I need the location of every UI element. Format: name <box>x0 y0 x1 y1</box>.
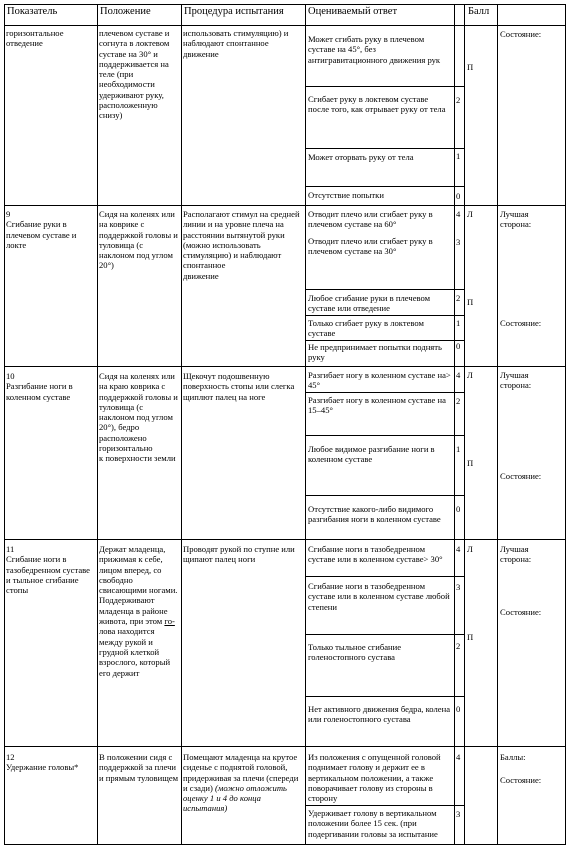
row3-side-left: Л <box>467 370 473 380</box>
row2-note-state: Состояние: <box>500 318 542 328</box>
header-score: Балл <box>468 6 490 17</box>
row2-indicator: 9 Сгибание руки в плечевом суставе и локте <box>6 209 77 250</box>
row5-position: В положении сидя с поддержкой за плечи и прямым туловищем <box>99 752 179 783</box>
rule-col-2 <box>181 4 182 845</box>
row4-procedure: Проводят рукой по ступне или щипают палец ноги <box>183 544 295 565</box>
rule-row2 <box>4 366 565 367</box>
rule-col-7 <box>565 4 566 845</box>
row4-side-right: П <box>467 632 474 642</box>
rule-row4 <box>4 746 565 747</box>
row1-response-3: Может оторвать руку от тела <box>308 152 414 162</box>
row2-response-5: Не предпринимает попытки поднять руку <box>308 342 442 363</box>
rule-row1 <box>4 205 565 206</box>
row5-score-1: 4 <box>456 752 461 762</box>
row2-score-4: 1 <box>456 318 461 328</box>
row5-procedure-note: (можно отложить оценку 1 и 4 до конца испытания) <box>183 782 287 814</box>
row4-position-hyphen: го- <box>164 616 175 627</box>
row3-position: Сидя на коленях или на краю коврика с поддержкой головы и туловища (с наклоном под углом 20°), бедро расположено горизонтально к поверхности земли <box>99 371 178 464</box>
row3-note-state: Состояние: <box>500 471 542 481</box>
row5-procedure-main: Помещают младенца на крутое сиденье с поднятой головой, придерживая за плечи (спереди и сзади) <box>183 752 299 793</box>
row3-score-4: 0 <box>456 504 461 514</box>
row2-position: Сидя на коленях или на коврике с поддержкой головы и туловища (с наклоном под углом 20°) <box>99 209 178 271</box>
rule-col-6 <box>497 4 498 845</box>
row2-score-5: 0 <box>456 341 461 351</box>
rule-r2-c <box>305 340 464 341</box>
row3-score-1: 4 <box>456 370 461 380</box>
row4-position <box>97 544 181 734</box>
row4-score-2: 3 <box>456 582 461 592</box>
rule-header <box>4 25 565 26</box>
row4-response-2: Сгибание ноги в тазобедренном суставе или в коленном суставе любой степени <box>308 581 450 612</box>
row5-response-2: Удерживает голову в вертикальном положении более 15 сек. (при подергивании головы за испытание <box>308 808 438 839</box>
row5-score-2: 3 <box>456 809 461 819</box>
row4-response-1: Сгибание ноги в тазобедренном суставе или в коленном суставе> 30° <box>308 544 443 565</box>
rule-col-4 <box>454 4 455 845</box>
row1-note-state: Состояние: <box>500 29 542 39</box>
row5-response-1: Из положения с опущенной головой поднимает голову и держит ее в вертикальном положении, а также поворачивает голову из стороны в сторону <box>308 752 441 804</box>
row3-side-right: П <box>467 458 474 468</box>
row3-indicator: 10 Разгибание ноги в коленном суставе <box>6 371 73 402</box>
rule-col-3 <box>305 4 306 845</box>
row1-score-2: 2 <box>456 95 461 105</box>
row3-procedure: Щекочут подошвенную поверхность стопы или слегка щиплют палец на ноге <box>183 371 295 402</box>
rule-r3-b <box>305 435 464 436</box>
row2-response-4: Только сгибает руку в локтевом суставе <box>308 318 424 339</box>
row1-response-4: Отсутствие попытки <box>308 190 384 200</box>
rule-r4-a <box>305 576 464 577</box>
row4-response-3: Только тыльное сгибание голеностопного сустава <box>308 642 402 663</box>
row1-indicator: горизонтальное отведение <box>6 28 64 49</box>
row5-note-state: Состояние: <box>500 775 542 785</box>
row1-score-4: 0 <box>456 191 461 201</box>
row2-side-right: П <box>467 297 474 307</box>
row5-indicator: 12 Удержание головы* <box>6 752 79 773</box>
row4-side-left: Л <box>467 544 473 554</box>
rule-r2-b <box>305 315 464 316</box>
row1-response-1: Может сгибать руку в плечевом суставе на 45°, без антигравитационного движения рук <box>308 34 441 65</box>
rule-top <box>4 4 565 5</box>
rule-r1-a <box>305 86 464 87</box>
row1-procedure: использовать стимуляцию) и наблюдают спонтанное движение <box>183 28 289 59</box>
row2-response-3: Любое сгибание руки в плечевом суставе или отведение <box>308 293 431 314</box>
row1-side-right: П <box>467 62 474 72</box>
row1-response-2: Сгибает руку в локтевом суставе после того, как отрывает руку от тела <box>308 94 446 115</box>
row1-score-3: 1 <box>456 151 461 161</box>
row4-indicator: 11 Сгибание ноги в тазобедренном суставе и тыльное сгибание стопы <box>6 544 90 596</box>
row1-position: плечевом суставе и согнута в локтевом суставе на 30° и поддерживается на теле (при необходимости удерживают руку, расположенную снизу) <box>99 28 170 121</box>
rule-r5-a <box>305 805 464 806</box>
rule-col-5 <box>464 4 465 845</box>
rule-r2-a <box>305 289 464 290</box>
row2-procedure: Располагают стимул на средней линии и на уровне плеча на расстоянии вытянутой руки (можно использовать стимуляцию) и наблюдают спонтанное движение <box>183 209 300 281</box>
row4-score-3: 2 <box>456 641 461 651</box>
row2-note-best-side: Лучшая сторона: <box>500 209 532 229</box>
row3-response-4: Отсутствие какого-либо видимого разгибания ноги в коленном суставе <box>308 504 441 525</box>
rule-col-1 <box>97 4 98 845</box>
rule-r3-a <box>305 392 464 393</box>
row4-score-1: 4 <box>456 544 461 554</box>
row5-procedure <box>181 752 305 844</box>
rule-r1-b <box>305 148 464 149</box>
row3-note-best-side: Лучшая сторона: <box>500 370 532 390</box>
row4-note-state: Состояние: <box>500 607 542 617</box>
row4-position-rest: лова находится между рукой и грудной клеткой взрослого, который его держит <box>99 626 171 678</box>
rule-r3-c <box>305 495 464 496</box>
rule-r4-b <box>305 634 464 635</box>
row4-response-4: Нет активного движения бедра, колена или голеностопного сустава <box>308 704 451 725</box>
row2-side-left: Л <box>467 209 473 219</box>
row3-score-2: 2 <box>456 396 461 406</box>
rule-r1-c <box>305 186 464 187</box>
header-position: Положение <box>100 6 151 17</box>
header-response: Оцениваемый ответ <box>308 6 398 17</box>
row3-response-1: Разгибает ногу в коленном суставе на> 45° <box>308 370 451 391</box>
row2-score-2: 3 <box>456 237 461 247</box>
row4-score-4: 0 <box>456 704 461 714</box>
row5-note-points: Баллы: <box>500 752 526 762</box>
rule-col-0 <box>4 4 5 845</box>
rule-row3 <box>4 539 565 540</box>
row2-response-2: Отводит плечо или сгибает руку в плечевом суставе на 30° <box>308 236 433 257</box>
header-indicator: Показатель <box>7 6 58 17</box>
row3-response-2: Разгибает ногу в коленном суставе на 15–45° <box>308 395 446 416</box>
row4-position-main: Держат младенца, прижимая к себе, лицом вперед, со свободно свисающими ногами. Поддерживают младенца в районе живота, при этом <box>99 544 178 627</box>
row3-response-3: Любое видимое разгибание ноги в коленном суставе <box>308 444 435 465</box>
row2-response-1: Отводит плечо или сгибает руку в плечевом суставе на 60° <box>308 209 433 230</box>
row2-score-1: 4 <box>456 209 461 219</box>
rule-bottom <box>4 844 565 845</box>
rule-r4-c <box>305 696 464 697</box>
header-procedure: Процедура испытания <box>184 6 284 17</box>
row2-score-3: 2 <box>456 293 461 303</box>
row4-note-best-side: Лучшая сторона: <box>500 544 532 564</box>
row3-score-3: 1 <box>456 444 461 454</box>
